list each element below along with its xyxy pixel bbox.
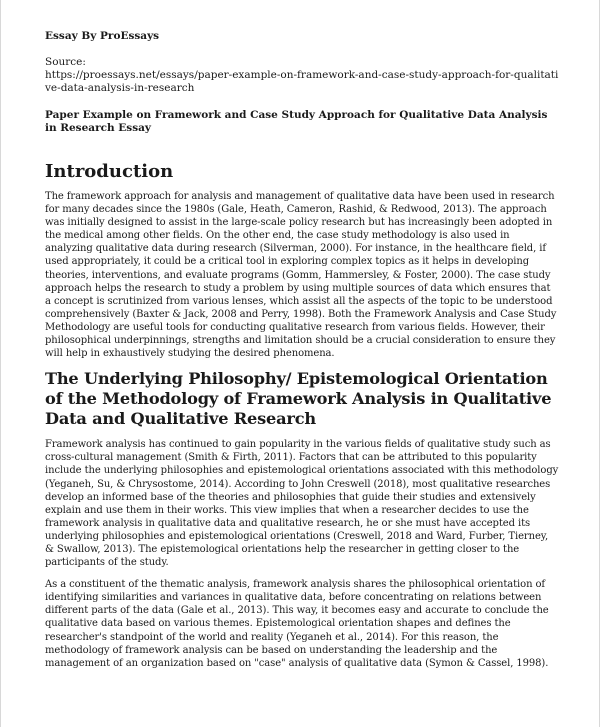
paper-title: Paper Example on Framework and Case Study Approach for Qualitative Data Analysis in Research Essay (45, 109, 548, 134)
section-heading-introduction: Introduction (45, 161, 174, 182)
source-label: Source: (45, 56, 86, 68)
document-content (45, 30, 559, 679)
source-block (45, 56, 559, 95)
intro-paragraph: The framework approach for analysis and management of qualitative data have been used in research for many decades since the 1980s (Gale, Heath, Cameron, Rashid, & Redwood, 2013). The approach was initially designed to assist in the large-scale policy research but has increasingly been adopted in the medical among other fields. On the other end, the case study methodology is also used in analyzing qualitative data during research (Silverman, 2000). For instance, in the healthcare field, if used appropriately, it could be a critical tool in exploring complex topics as it helps in developing theories, interventions, and evaluate programs (Gomm, Hammersley, & Foster, 2000). The case study approach helps the research to study a problem by using multiple sources of data which ensures that a concept is scrutinized from various lenses, which assist all the aspects of the topic to be understood comprehensively (Baxter & Jack, 2008 and Perry, 1998). Both the Framework Analysis and Case Study Methodology are useful tools for conducting qualitative research from various fields. However, their philosophical underpinnings, strengths and limitation should be a crucial consideration to ensure they will help in exhaustively studying the desired phenomena. (45, 191, 557, 360)
section-heading-philosophy: The Underlying Philosophy/ Epistemological Orientation of the Methodology of Framework Analysis in Qualitative Data and Qualitative Research (45, 369, 552, 429)
philosophy-paragraph-1: Framework analysis has continued to gain popularity in the various fields of qualitative study such as cross-cultural management (Smith & Firth, 2011). Factors that can be attributed to this popularity include the underlying philosophies and epistemological orientations associated with this methodology (Yeganeh, Su, & Chrysostome, 2014). According to John Creswell (2018), most qualitative researches develop an informed base of the theories and philosophies that guide their studies and extensively explain and use them in their works. This view implies that when a researcher decides to use the framework analysis in qualitative data and qualitative research, he or she must have accepted its underlying philosophies and epistemological orientations (Creswell, 2018 and Ward, Furber, Tierney, & Swallow, 2013). The epistemological orientations help the researcher in getting closer to the participants of the study. (45, 439, 559, 569)
philosophy-paragraph-2: As a constituent of the thematic analysis, framework analysis shares the philosophical orientation of identifying similarities and variances in qualitative data, before concentrating on relations between different parts of the data (Gale et al., 2013). This way, it becomes easy and accurate to conclude the qualitative data based on various themes. Epistemological orientation shapes and defines the researcher's standpoint of the world and reality (Yeganeh et al., 2014). For this reason, the methodology of framework analysis can be based on understanding the leadership and the management of an organization based on "case" analysis of qualitative data (Symon & Cassel, 1998). (45, 579, 549, 669)
source-url: https://proessays.net/essays/paper-example-on-framework-and-case-study-approach-for-qualitative-data-analysis-in-research (45, 69, 559, 94)
byline: Essay By ProEssays (45, 30, 160, 42)
